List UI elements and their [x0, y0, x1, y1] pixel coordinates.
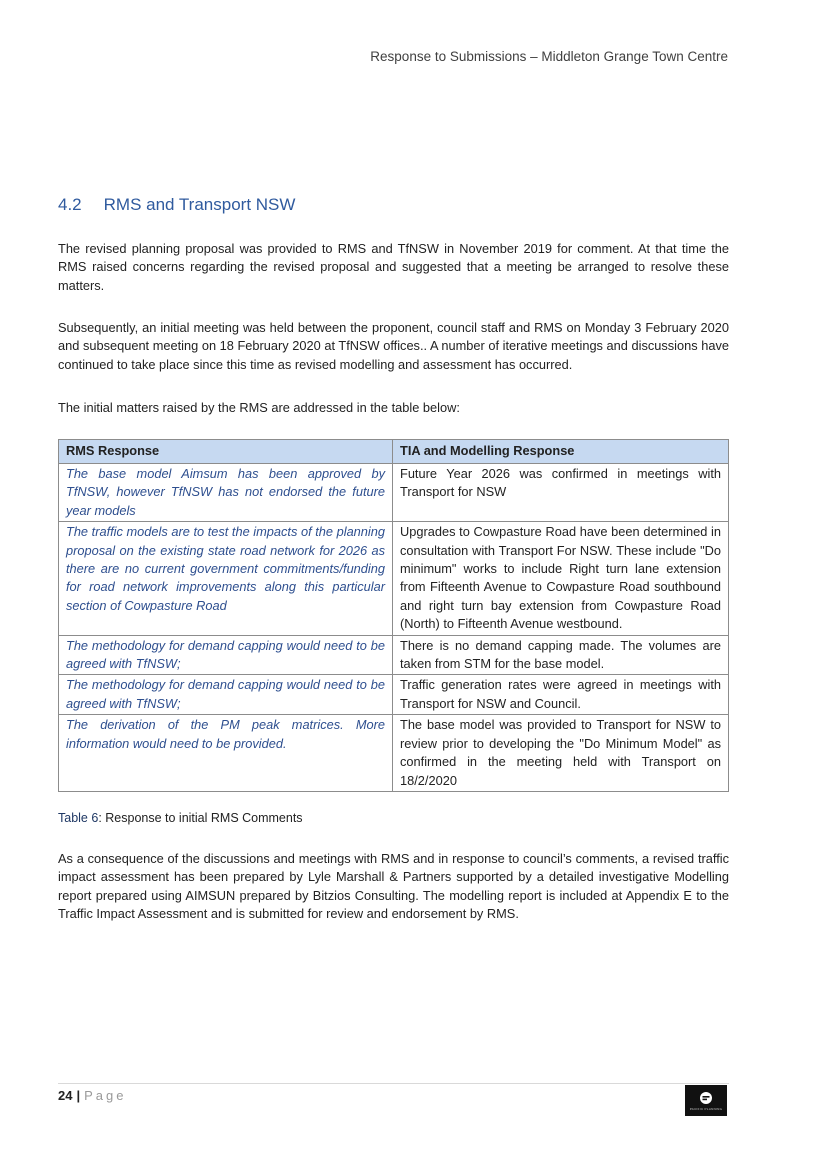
rms-response-table — [58, 439, 729, 792]
table-intro-paragraph: The initial matters raised by the RMS are addressed in the table below: — [58, 400, 460, 415]
company-logo — [685, 1085, 727, 1116]
table-row — [59, 464, 729, 522]
closing-paragraph: As a consequence of the discussions and meetings with RMS and in response to council’s comments, a revised traffic impact assessment has been prepared by Lyle Marshall & Partners supported by a detailed investigative Modelling report prepared using AIMSUN prepared by Bitzios Consulting. The modelling report is included at Appendix E to the Traffic Impact Assessment and is submitted for review and endorsement by RMS. — [58, 851, 729, 922]
section-title: RMS and Transport NSW — [103, 195, 296, 214]
page-label: Page — [84, 1088, 127, 1103]
table-row — [59, 522, 729, 635]
logo-text: PACIFIC PLANNING — [689, 1106, 723, 1111]
logo-mark-icon — [699, 1091, 713, 1105]
rms-comment-cell: The base model Aimsum has been approved by TfNSW, however TfNSW has not endorsed the future year models — [59, 464, 393, 522]
rms-comment-cell: The methodology for demand capping would need to be agreed with TfNSW; — [59, 675, 393, 715]
page-number-footer — [58, 1088, 126, 1103]
section-heading — [58, 195, 295, 215]
meetings-paragraph: Subsequently, an initial meeting was held between the proponent, council staff and RMS on Monday 3 February 2020 and subsequent meeting on 18 February 2020 at TfNSW offices.. A number of iterative meetings and discussions have continued to take place since this time as revised modelling and assessment has occurred. — [58, 320, 729, 372]
table-row — [59, 635, 729, 675]
tia-response-cell: There is no demand capping made. The volumes are taken from STM for the base model. — [393, 635, 729, 675]
page-number: 24 — [58, 1088, 73, 1103]
rms-comment-cell: The methodology for demand capping would need to be agreed with TfNSW; — [59, 635, 393, 675]
table-caption — [58, 811, 303, 825]
header-tia-response: TIA and Modelling Response — [393, 440, 729, 464]
tia-response-cell: Upgrades to Cowpasture Road have been determined in consultation with Transport For NSW. These include "Do minimum" works to include Right turn lane extension from Fifteenth Avenue to Cowpasture Road southbound and right turn bay extension from Cowpasture Road (North) to Fifteenth Avenue westbound. — [393, 522, 729, 635]
rms-comment-cell: The derivation of the PM peak matrices. More information would need to be provided. — [59, 715, 393, 792]
table-row — [59, 715, 729, 792]
caption-label: Table 6 — [58, 811, 99, 825]
tia-response-cell: The base model was provided to Transport for NSW to review prior to developing the "Do Minimum Model" as confirmed in the meeting held with Transport on 18/2/2020 — [393, 715, 729, 792]
intro-paragraph: The revised planning proposal was provided to RMS and TfNSW in November 2019 for comment. At that time the RMS raised concerns regarding the revised proposal and suggested that a meeting be arranged to resolve these matters. — [58, 241, 729, 293]
document-header-title: Response to Submissions – Middleton Grange Town Centre — [370, 49, 728, 64]
header-rms-response: RMS Response — [59, 440, 393, 464]
table-header-row — [59, 440, 729, 464]
tia-response-cell: Traffic generation rates were agreed in meetings with Transport for NSW and Council. — [393, 675, 729, 715]
rms-comment-cell: The traffic models are to test the impacts of the planning proposal on the existing state road network for 2026 as there are no current government commitments/funding for road network improvements along this particular section of Cowpasture Road — [59, 522, 393, 635]
table-row — [59, 675, 729, 715]
caption-text: : Response to initial RMS Comments — [98, 811, 303, 825]
section-number: 4.2 — [58, 195, 82, 214]
page-separator: | — [76, 1088, 81, 1103]
tia-response-cell: Future Year 2026 was confirmed in meetings with Transport for NSW — [393, 464, 729, 522]
footer-divider — [58, 1083, 729, 1084]
